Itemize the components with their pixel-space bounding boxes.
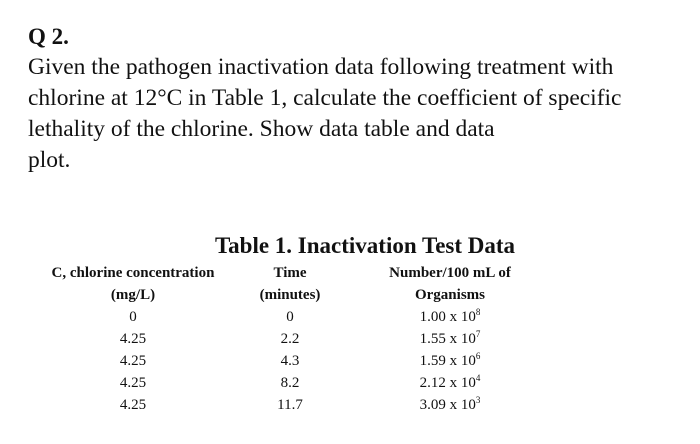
table-cell: 4.25 xyxy=(119,397,147,413)
organism-count: 1.55 x 10 xyxy=(419,331,476,347)
question-number: Q 2. xyxy=(28,24,69,49)
organism-count: 1.00 x 10 xyxy=(419,309,476,325)
exponent: 4 xyxy=(475,373,481,383)
table-cell: 2.2 xyxy=(280,331,300,347)
table-cell: 0 xyxy=(286,309,294,325)
question-line: plot. xyxy=(28,147,71,173)
table-cell: 8.2 xyxy=(280,375,300,391)
table-cell xyxy=(370,328,530,350)
table-cell xyxy=(370,372,530,394)
exponent: 7 xyxy=(475,329,481,339)
exponent: 8 xyxy=(475,307,481,317)
table-cell: 0 xyxy=(129,309,137,325)
column-organisms xyxy=(370,262,530,416)
column-header-unit: Organisms xyxy=(414,287,485,303)
table-cell xyxy=(370,350,530,372)
table-cell: 11.7 xyxy=(277,397,303,413)
column-header: C, chlorine concentration xyxy=(51,265,215,281)
table-cell: 4.25 xyxy=(119,353,147,369)
question-text xyxy=(28,52,692,176)
column-header-unit: (mg/L) xyxy=(110,287,156,303)
table-cell xyxy=(370,306,530,328)
exponent: 6 xyxy=(475,351,481,361)
question-line: chlorine at 12°C in Table 1, calculate the coefficient of specific xyxy=(28,85,622,111)
organism-count: 1.59 x 10 xyxy=(419,353,476,369)
column-time xyxy=(240,262,340,416)
table-cell: 4.3 xyxy=(280,353,300,369)
question-line: lethality of the chlorine. Show data table and data xyxy=(28,116,495,142)
table-cell: 4.25 xyxy=(119,375,147,391)
table-title: Table 1. Inactivation Test Data xyxy=(214,233,516,258)
table-cell xyxy=(370,394,530,416)
exponent: 3 xyxy=(475,395,481,405)
organism-count: 3.09 x 10 xyxy=(419,397,476,413)
column-header: Number/100 mL of xyxy=(389,265,511,281)
question-line: Given the pathogen inactivation data following treatment with xyxy=(28,54,614,80)
column-header-unit: (minutes) xyxy=(259,287,321,303)
column-concentration xyxy=(36,262,230,416)
column-header: Time xyxy=(273,265,307,281)
organism-count: 2.12 x 10 xyxy=(419,375,476,391)
table-cell: 4.25 xyxy=(119,331,147,347)
